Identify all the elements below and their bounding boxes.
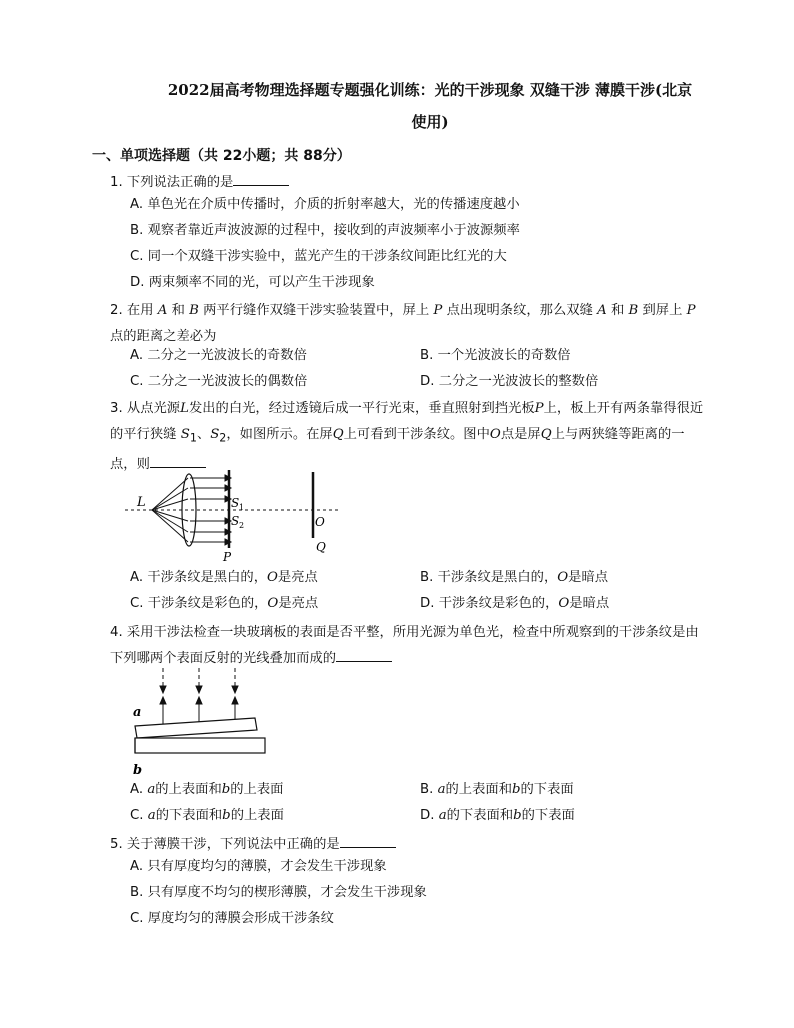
- question-2: [110, 298, 710, 350]
- label-b: b: [133, 763, 143, 778]
- label-o: O: [315, 515, 325, 529]
- q3-option-c: C. 干涉条纹是彩色的，O是亮点: [130, 596, 319, 611]
- label-s2-sub: 2: [239, 521, 245, 530]
- label-s1-sub: 1: [239, 503, 245, 512]
- glass-plate-b: [135, 738, 265, 753]
- q2-option-c: C. 二分之一光波波长的偶数倍: [130, 374, 308, 389]
- title-line-1: 2022届高考物理选择题专题强化训练：光的干涉现象 双缝干涉 薄膜干涉(北京: [167, 81, 693, 99]
- label-q: Q: [316, 540, 326, 554]
- document-title: [120, 74, 740, 138]
- q5-option-c: C. 厚度均匀的薄膜会形成干涉条纹: [130, 911, 334, 926]
- answer-blank: [336, 647, 392, 662]
- double-slit-diagram: [125, 468, 345, 564]
- q2-option-b: B. 一个光波波长的奇数倍: [420, 348, 571, 363]
- question-5-stem: 5. 关于薄膜干涉，下列说法中正确的是: [110, 837, 396, 852]
- label-l: L: [137, 495, 146, 510]
- answer-blank: [340, 833, 396, 848]
- glass-plate-a: [135, 718, 257, 738]
- q3-option-b: B. 干涉条纹是黑白的，O是暗点: [420, 570, 609, 585]
- question-1-stem: 1. 下列说法正确的是: [110, 170, 710, 196]
- q2-option-d: D. 二分之一光波波长的整数倍: [420, 374, 599, 389]
- question-5: [110, 832, 710, 858]
- question-4-stem: 4. 采用干涉法检查一块玻璃板的表面是否平整，所用光源为单色光，检查中所观察到的干涉条纹是由下列哪两个表面反射的光线叠加而成的: [110, 625, 699, 666]
- answer-blank: [150, 453, 206, 468]
- label-a: a: [133, 705, 142, 720]
- q5-option-a: A. 只有厚度均匀的薄膜，才会发生干涉现象: [130, 859, 387, 874]
- label-s1: S: [231, 496, 240, 510]
- q3-option-d: D. 干涉条纹是彩色的，O是暗点: [420, 596, 610, 611]
- q4-option-c: C. a的下表面和b的上表面: [130, 808, 284, 823]
- question-3-stem: 3. 从点光源L发出的白光，经过透镜后成一平行光束，垂直照射到挡光板P上，板上开有两条靠得很近的平行狭缝 $S_1$、$S_2$，如图所示。在屏Q上可看到干涉条纹。图中O点是屏Q上与两狭缝等距离的一点，则: [110, 401, 704, 472]
- question-4: [110, 620, 710, 672]
- q1-option-c: C. 同一个双缝干涉实验中，蓝光产生的干涉条纹间距比红光的大: [130, 249, 507, 264]
- incident-rays: [160, 668, 238, 693]
- question-3: [110, 396, 710, 478]
- title-line-2: 使用): [411, 113, 449, 131]
- question-2-stem: 2. 在用 A 和 B 两平行缝作双缝干涉实验装置中，屏上 P 点出现明条纹，那么双缝 A 和 B 到屏上 P 点的距离之差必为: [110, 303, 696, 344]
- q4-option-a: A. a的上表面和b的上表面: [130, 782, 284, 797]
- q2-option-a: A. 二分之一光波波长的奇数倍: [130, 348, 307, 363]
- answer-blank: [233, 171, 289, 186]
- q3-option-a: A. 干涉条纹是黑白的，O是亮点: [130, 570, 318, 585]
- q5-option-b: B. 只有厚度不均匀的楔形薄膜，才会发生干涉现象: [130, 885, 427, 900]
- section-heading: 一、单项选择题（共 22小题；共 88分）: [92, 148, 351, 164]
- question-1: [110, 170, 710, 196]
- label-p: P: [223, 550, 232, 564]
- q1-option-d: D. 两束频率不同的光，可以产生干涉现象: [130, 275, 375, 290]
- label-s2: S: [231, 514, 240, 528]
- wedge-film-diagram: [125, 668, 285, 778]
- q4-option-b: B. a的上表面和b的下表面: [420, 782, 574, 797]
- q4-option-d: D. a的下表面和b的下表面: [420, 808, 575, 823]
- q1-option-b: B. 观察者靠近声波波源的过程中，接收到的声波频率小于波源频率: [130, 223, 520, 238]
- q1-option-a: A. 单色光在介质中传播时，介质的折射率越大，光的传播速度越小: [130, 197, 520, 212]
